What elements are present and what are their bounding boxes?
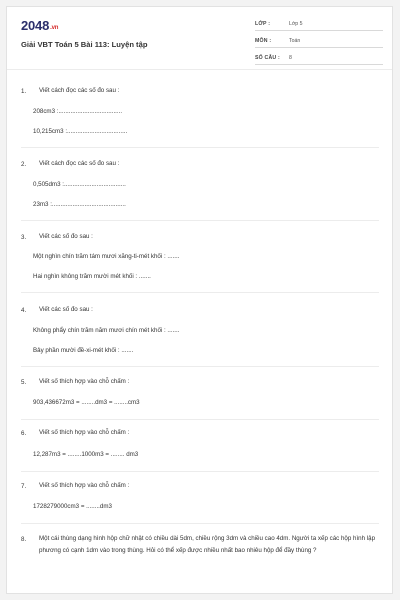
answer-line: 1728279000cm3 = ........dm3 (33, 503, 112, 510)
site-logo[interactable] (21, 18, 58, 33)
question-number: 7. (21, 483, 27, 490)
meta-label: SỐ CÂU : (255, 55, 280, 61)
answer-line: 0,505dm3 :.................................... (33, 181, 126, 188)
meta-label: MÔN : (255, 38, 272, 44)
divider (21, 292, 379, 293)
meta-value: 8 (289, 55, 292, 61)
question-number: 1. (21, 88, 27, 95)
logo-main: 2048 (21, 18, 50, 33)
question-number: 6. (21, 430, 27, 437)
meta-info (255, 19, 383, 70)
question-text: Viết các số đo sau : (39, 233, 93, 240)
answer-line: 12,287m3 = ........1000m3 = ........ dm3 (33, 451, 139, 458)
question-text: Viết cách đọc các số đo sau : (39, 87, 120, 94)
answer-line: Bảy phần mười đề-xi-mét khối : ....... (33, 347, 134, 354)
question-text: Viết số thích hợp vào chỗ chấm : (39, 378, 130, 385)
meta-value: Toán (289, 38, 301, 44)
question-number: 2. (21, 161, 27, 168)
question-text: Viết cách đọc các số đo sau : (39, 160, 120, 167)
divider (21, 147, 379, 148)
question-number: 5. (21, 379, 27, 386)
meta-label: LỚP : (255, 21, 271, 27)
answer-line: Một nghìn chín trăm tám mươi xăng-ti-mét khối : ....... (33, 253, 180, 260)
question-number: 8. (21, 536, 27, 543)
divider (21, 220, 379, 221)
answer-line: Không phẩy chín trăm năm mươi chín mét khối : ....... (33, 327, 180, 334)
worksheet-header (7, 7, 392, 70)
answer-line: 208cm3 :..................................... (33, 108, 123, 115)
question-text: Một cái thùng dạng hình hộp chữ nhật có chiều dài 5dm, chiều rộng 3dm và chiều cao 4dm. Người ta xếp các hộp hình lập phương có cạnh 1dm vào trong thùng. Hỏi có thể xếp được nhiều nhất bao nhiêu hộp để đầy thùng ? (39, 535, 376, 554)
logo-suffix: .vn (50, 25, 59, 31)
question-text: Viết số thích hợp vào chỗ chấm : (39, 482, 130, 489)
answer-line: Hai nghìn không trăm mười mét khối : ....... (33, 273, 151, 280)
question-number: 3. (21, 234, 27, 241)
answer-line: 10,215cm3 :................................... (33, 128, 128, 135)
answer-line: 903,436672m3 = ........dm3 = ........cm3 (33, 399, 140, 406)
answer-line: 23m3 :........................................... (33, 201, 126, 208)
meta-row-class (255, 19, 383, 31)
meta-row-subject (255, 36, 383, 48)
worksheet (6, 6, 393, 594)
meta-value: Lớp 5 (289, 21, 303, 27)
meta-row-count (255, 53, 383, 65)
question-number: 4. (21, 307, 27, 314)
divider (21, 523, 379, 524)
divider (21, 471, 379, 472)
question-text: Viết các số đo sau : (39, 306, 93, 313)
page-title: Giải VBT Toán 5 Bài 113: Luyện tập (21, 40, 148, 49)
divider (21, 366, 379, 367)
divider (21, 419, 379, 420)
question-text: Viết số thích hợp vào chỗ chấm : (39, 429, 130, 436)
